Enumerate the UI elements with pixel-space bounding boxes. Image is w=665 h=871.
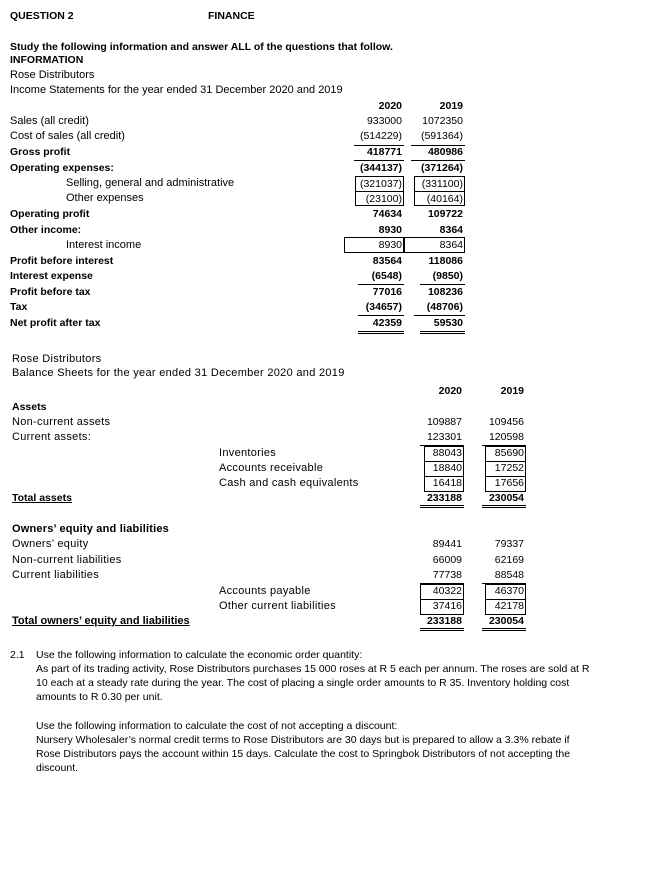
income-value-2019: (9850) xyxy=(432,270,463,282)
income-row-label: Operating profit xyxy=(10,208,90,220)
divider xyxy=(420,333,465,334)
balance-row-label: Total assets xyxy=(12,492,72,504)
income-value-2020: 83564 xyxy=(372,255,402,267)
balance-sheet-title: Balance Sheets for the year ended 31 December 2020 and 2019 xyxy=(12,367,345,379)
income-value-2020: 74634 xyxy=(372,208,402,220)
divider xyxy=(358,315,404,316)
income-row-label: Interest income xyxy=(66,239,142,251)
divider xyxy=(482,507,526,508)
balance-value-2020: 16418 xyxy=(432,477,462,489)
balance-col-2019: 2019 xyxy=(500,385,524,397)
balance-value-2020: 77738 xyxy=(432,569,462,581)
balance-value-2019: 42178 xyxy=(494,600,524,612)
divider xyxy=(414,191,465,192)
divider xyxy=(358,333,404,334)
question-2-1-body: As part of its trading activity, Rose Distributors purchases 15 000 roses at R 5 each per annum. The roses are sold at R 10 each at a steady rate during the year. The cost of placing a single order amounts to R 35. Inventory holding cost amounts to R 0.30 per unit. xyxy=(36,663,590,703)
income-value-2019: 59530 xyxy=(433,317,463,329)
balance-value-2020: 18840 xyxy=(432,462,462,474)
balance-row-label: Non-current liabilities xyxy=(12,554,122,566)
balance-value-2020: 89441 xyxy=(432,538,462,550)
income-row-label: Profit before interest xyxy=(10,255,114,267)
income-col-2019: 2019 xyxy=(439,100,463,112)
income-value-2020: 8930 xyxy=(378,224,402,236)
income-row-label: Cost of sales (all credit) xyxy=(10,130,125,142)
divider xyxy=(355,191,404,192)
balance-value-2019: 46370 xyxy=(494,585,524,597)
question-discount-title: Use the following information to calculate the cost of not accepting a discount: xyxy=(36,720,398,732)
balance-value-2019: 109456 xyxy=(488,416,524,428)
balance-value-2020: 37416 xyxy=(432,600,462,612)
divider xyxy=(482,630,526,631)
income-value-2020: (34657) xyxy=(365,301,402,313)
income-row-label: Sales (all credit) xyxy=(10,115,89,127)
balance-value-2020: 233188 xyxy=(426,615,462,627)
income-row-label: Operating expenses: xyxy=(10,162,114,174)
income-value-2020: 42359 xyxy=(372,317,402,329)
income-value-2020: (321037) xyxy=(359,178,402,190)
income-value-2019: 480986 xyxy=(427,146,463,158)
balance-row-label: Inventories xyxy=(219,447,277,459)
subject-title: FINANCE xyxy=(208,10,255,22)
divider xyxy=(411,160,465,161)
income-value-2019: 8364 xyxy=(439,224,463,236)
balance-row-label: Accounts receivable xyxy=(219,462,324,474)
income-value-2019: 118086 xyxy=(428,255,463,267)
income-value-2019: (40164) xyxy=(426,193,463,205)
income-value-2019: 109722 xyxy=(427,208,463,220)
balance-value-2019: 230054 xyxy=(488,615,524,627)
income-value-2020: 418771 xyxy=(366,146,402,158)
balance-value-2019: 62169 xyxy=(494,554,524,566)
income-row-label: Interest expense xyxy=(10,270,93,282)
balance-value-2019: 88548 xyxy=(494,569,524,581)
income-value-2020: 77016 xyxy=(372,286,402,298)
income-value-2020: (23100) xyxy=(365,193,402,205)
divider xyxy=(420,507,464,508)
income-value-2020: 8930 xyxy=(378,239,402,251)
income-value-2020: (344137) xyxy=(359,162,402,174)
balance-row-label: Cash and cash equivalents xyxy=(219,477,359,489)
balance-col-2020: 2020 xyxy=(438,385,462,397)
balance-row-label: Owners’ equity xyxy=(12,538,89,550)
equity-heading: Owners’ equity and liabilities xyxy=(12,523,169,535)
balance-value-2020: 40322 xyxy=(432,585,462,597)
divider xyxy=(420,331,465,332)
balance-value-2020: 123301 xyxy=(426,431,462,443)
divider xyxy=(420,630,464,631)
income-value-2020: (514229) xyxy=(359,130,402,142)
divider xyxy=(482,505,526,506)
balance-row-label: Accounts payable xyxy=(219,585,311,597)
question-2-1-title: Use the following information to calculate the economic order quantity: xyxy=(36,649,363,661)
divider xyxy=(420,505,464,506)
income-col-2020: 2020 xyxy=(378,100,402,112)
income-row-label: Net profit after tax xyxy=(10,317,101,329)
income-value-2019: (331100) xyxy=(421,178,463,190)
income-row-label: Other income: xyxy=(10,224,82,236)
income-value-2019: 8364 xyxy=(439,239,463,251)
balance-value-2019: 230054 xyxy=(488,492,524,504)
balance-row-label: Non-current assets xyxy=(12,416,111,428)
income-value-2019: (48706) xyxy=(426,301,463,313)
income-statement-title: Income Statements for the year ended 31 December 2020 and 2019 xyxy=(10,84,343,96)
balance-value-2019: 17656 xyxy=(494,477,524,489)
information-label: INFORMATION xyxy=(10,54,84,66)
assets-heading: Assets xyxy=(12,401,47,413)
balance-value-2020: 233188 xyxy=(426,492,462,504)
balance-value-2019: 120598 xyxy=(488,431,524,443)
instruction-text: Study the following information and answer ALL of the questions that follow. xyxy=(10,41,393,53)
income-value-2019: (371264) xyxy=(420,162,463,174)
balance-value-2019: 79337 xyxy=(494,538,524,550)
income-value-2019: (591364) xyxy=(420,130,463,142)
balance-row-label: Current liabilities xyxy=(12,569,100,581)
balance-value-2020: 109887 xyxy=(426,416,462,428)
divider xyxy=(358,331,404,332)
balance-row-label: Other current liabilities xyxy=(219,600,336,612)
income-row-label: Tax xyxy=(10,301,28,313)
company-name: Rose Distributors xyxy=(10,69,95,81)
income-row-label: Profit before tax xyxy=(10,286,91,298)
divider xyxy=(354,160,404,161)
divider xyxy=(358,284,404,285)
question-number: QUESTION 2 xyxy=(10,10,74,22)
income-value-2020: (6548) xyxy=(371,270,402,282)
divider xyxy=(420,628,464,629)
balance-value-2020: 66009 xyxy=(432,554,462,566)
divider xyxy=(420,284,465,285)
balance-row-label: Total owners’ equity and liabilities xyxy=(12,615,190,627)
balance-value-2019: 17252 xyxy=(494,462,524,474)
income-row-label: Selling, general and administrative xyxy=(66,177,235,189)
divider xyxy=(482,628,526,629)
income-row-label: Other expenses xyxy=(66,192,144,204)
balance-value-2019: 85690 xyxy=(494,447,524,459)
question-discount-body: Nursery Wholesaler’s normal credit terms to Rose Distributors are 30 days but is prepared to allow a 3.3% rebate if Rose Distributors pays the account within 15 days. Calculate the cost to Springbok Distributors of not accepting the discount. xyxy=(36,734,571,774)
balance-value-2020: 88043 xyxy=(432,447,462,459)
divider xyxy=(414,315,465,316)
balance-company-name: Rose Distributors xyxy=(12,353,102,365)
income-value-2019: 108236 xyxy=(427,286,463,298)
question-number-2-1: 2.1 xyxy=(10,649,25,661)
income-value-2019: 1072350 xyxy=(422,115,463,127)
income-row-label: Gross profit xyxy=(10,146,71,158)
income-value-2020: 933000 xyxy=(366,115,402,127)
balance-row-label: Current assets: xyxy=(12,431,92,443)
